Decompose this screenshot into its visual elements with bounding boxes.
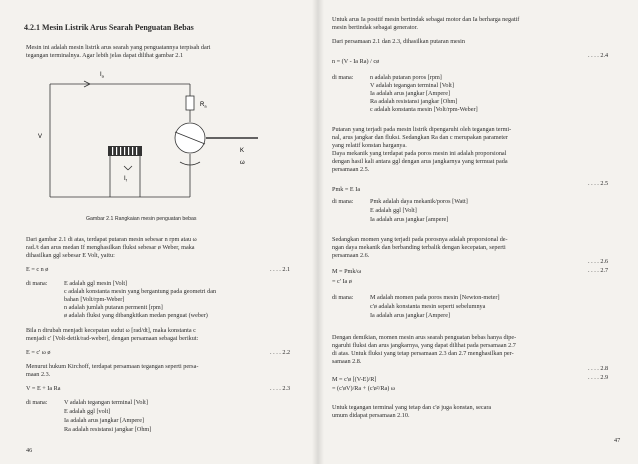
eq-2-4: n = (V - Ia Ra) / cø (332, 58, 380, 65)
para3-line-1: Menurut hukum Kirchoff, terdapat persamaan tegangan seperti persa- (26, 363, 199, 370)
where1-label: di mana: (26, 280, 48, 287)
eq-2-8: M = c'ø [(V-E)/R] (332, 376, 377, 383)
top-line-1: Untuk arus Ia positif mesin bertindak sebagai motor dan Ia berharga negatif (332, 16, 520, 23)
para7-line: Untuk tegangan terminal yang tetap dan c'ø juga konstan, secara (332, 404, 492, 411)
where3-item: Ra adalah resistansi jangkar [Ohm] (370, 98, 458, 105)
circuit-diagram (30, 62, 300, 210)
where1-item: bahan [Volt/rpm-Weber] (64, 296, 125, 303)
eq-2-1: E = c n ø (26, 266, 49, 273)
para4-line: Putaran yang terjadi pada mesin listrik dipengaruhi oleh tegangan termi- (332, 126, 512, 133)
para5-line: ngan daya mekanik dan berbanding terbalik dengan kecepatan, seperti (332, 244, 506, 251)
intro-line-1: Mesin ini adalah mesin listrik arus searah yang penguatannya terpisah dari (26, 44, 211, 51)
para5-line: persamaan 2.6. (332, 252, 370, 259)
top-line-2: mesin bertindak sebagai generator. (332, 24, 418, 31)
where2-item: Ia adalah arus jangkar [Ampere] (64, 417, 145, 424)
section-heading: 4.2.1 Mesin Listrik Arus Searah Penguatan Bebas (24, 23, 194, 32)
eq-2-9: = (c'øV)/Ra + (c'ø²/Ra) ω (332, 385, 395, 392)
where1-item: c adalah konstanta mesin yang bergantung pada geometri dan (64, 288, 217, 295)
eq-2-4-number: . . . . 2.4 (588, 52, 609, 59)
para6-line: samaan 2.8. (332, 358, 362, 365)
where4-item: Pmk adalah daya mekanik/poros [Watt] (370, 198, 468, 205)
para6-line: ngaruhi fluksi dan arus jangkarnya, yang dapat dilihat pada persamaan 2.7 (332, 342, 516, 349)
right-page (318, 0, 638, 464)
page-number-left: 46 (26, 447, 33, 454)
eq-2-2: E = c' ω ø (26, 349, 51, 356)
eq-2-8-number: . . . . 2.8 (588, 365, 609, 372)
intro-line-2: tegangan terminalnya. Agar lebih jelas dapat dilihat gambar 2.1 (26, 52, 184, 59)
page-number-right: 47 (614, 437, 621, 444)
label-v: V (38, 134, 43, 140)
para1-line-3: dihasilkan ggl sebesar E Volt, yaitu: (26, 252, 115, 259)
para6-line: di atas. Untuk fluksi yang tetap persamaan 2.3 dan 2.7 menghasilkan per- (332, 350, 514, 357)
eq-2-6-number: . . . . 2.6 (588, 258, 609, 265)
label-k: K (240, 148, 245, 154)
where4-item: Ia adalah arus jangkar [ampere] (370, 216, 449, 223)
where3-label: di mana: (332, 74, 354, 81)
where5-item: M adalah momen pada poros mesin [Newton-meter] (370, 294, 500, 301)
where4-item: E adalah ggl [Volt] (370, 207, 417, 214)
eq-2-3: V = E + Ia Ra (26, 385, 61, 392)
eq-2-3-number: . . . . 2.3 (270, 385, 291, 392)
para7-line: umum didapat persamaan 2.10. (332, 412, 410, 419)
figure-caption: Gambar 2.1 Rangkaian mesin penguatan bebas (86, 216, 197, 222)
eq-2-7-number: . . . . 2.7 (588, 267, 609, 274)
eq-2-5-number: . . . . 2.5 (588, 180, 609, 187)
where1-item: E adalah ggl mesin [Volt] (64, 280, 128, 287)
para4-line: persamaan 2.5. (332, 166, 370, 173)
where3-item: V adalah tegangan terminal [Volt] (370, 82, 454, 89)
where5-item: Ia adalah arus jangkar [Ampere] (370, 312, 451, 319)
where2-item: E adalah ggl [volt] (64, 408, 111, 415)
eq-2-5: Pmk = E Ia (332, 186, 361, 193)
para4-line: dengan hasil kali antara ggl dengan arus jangkarnya yang termuat pada (332, 158, 508, 165)
where5-label: di mana: (332, 294, 354, 301)
top-line-3: Dari persamaan 2.1 dan 2.3, dihasilkan putaran mesin (332, 38, 465, 45)
para3-line-2: maan 2.3. (26, 371, 51, 378)
para6-line: Dengan demikian, momen mesin arus searah penguatan bebas hanya dipe- (332, 334, 517, 341)
where2-item: Ra adalah resistansi jangkar [Ohm] (64, 426, 152, 433)
para2-line-2: menjadi c' [Volt-detik/rad-weber], dengan persamaan sebagai berikut: (26, 335, 199, 342)
eq-2-1-number: . . . . 2.1 (270, 266, 291, 273)
where3-item: c adalah konstanta mesin [Volt/rpm-Weber] (370, 106, 478, 113)
where3-item: n adalah putaran poros [rpm] (370, 74, 442, 81)
label-ia: $I_a$ (100, 72, 104, 79)
para2-line-1: Bila n dirubah menjadi kecepatan sudut ω [rad/dt], maka konstanta c (26, 327, 196, 334)
para5-line: Sedangkan momen yang terjadi pada porosnya adalah proporsional de- (332, 236, 508, 243)
where3-item: Ia adalah arus jangkar [Ampere] (370, 90, 451, 97)
para1-line-1: Dari gambar 2.1 di atas, terdapat putaran mesin sebesar n rpm atau ω (26, 236, 197, 243)
eq-2-7: = c' Ia ø (332, 278, 352, 285)
para4-line: Daya mekanik yang terdapat pada poros mesin ini adalah proporsional (332, 150, 507, 157)
where1-item: ø adalah fluksi yang dibangkitkan medan penguat (weber) (64, 312, 208, 319)
left-page (0, 0, 318, 464)
label-omega: ω (240, 160, 245, 166)
where5-item: c'ø adalah konstanta mesin seperti sebelumnya (370, 303, 486, 310)
eq-2-6: M = Pmk/ω (332, 268, 362, 275)
where1-item: n adalah jumlah putaran permenit [rpm] (64, 304, 163, 311)
eq-2-2-number: . . . . 2.2 (270, 349, 291, 356)
label-ra: $R_a$ (200, 102, 207, 109)
para4-line: nal, arus jangkar dan fluksi. Sedangkan Ra dan c merupakan parameter (332, 134, 508, 141)
where2-item: V adalah tegangan terminal [Volt] (64, 399, 148, 406)
para4-line: yang relatif konstan harganya. (332, 142, 407, 149)
where4-label: di mana: (332, 198, 354, 205)
para1-line-2: rad./t dan arus medan If menghasilkan fluksi sebesar ø Weber, maka (26, 244, 195, 251)
label-if: $I_f$ (124, 176, 127, 183)
where2-label: di mana: (26, 399, 48, 406)
eq-2-9-number: . . . . 2.9 (588, 374, 609, 381)
